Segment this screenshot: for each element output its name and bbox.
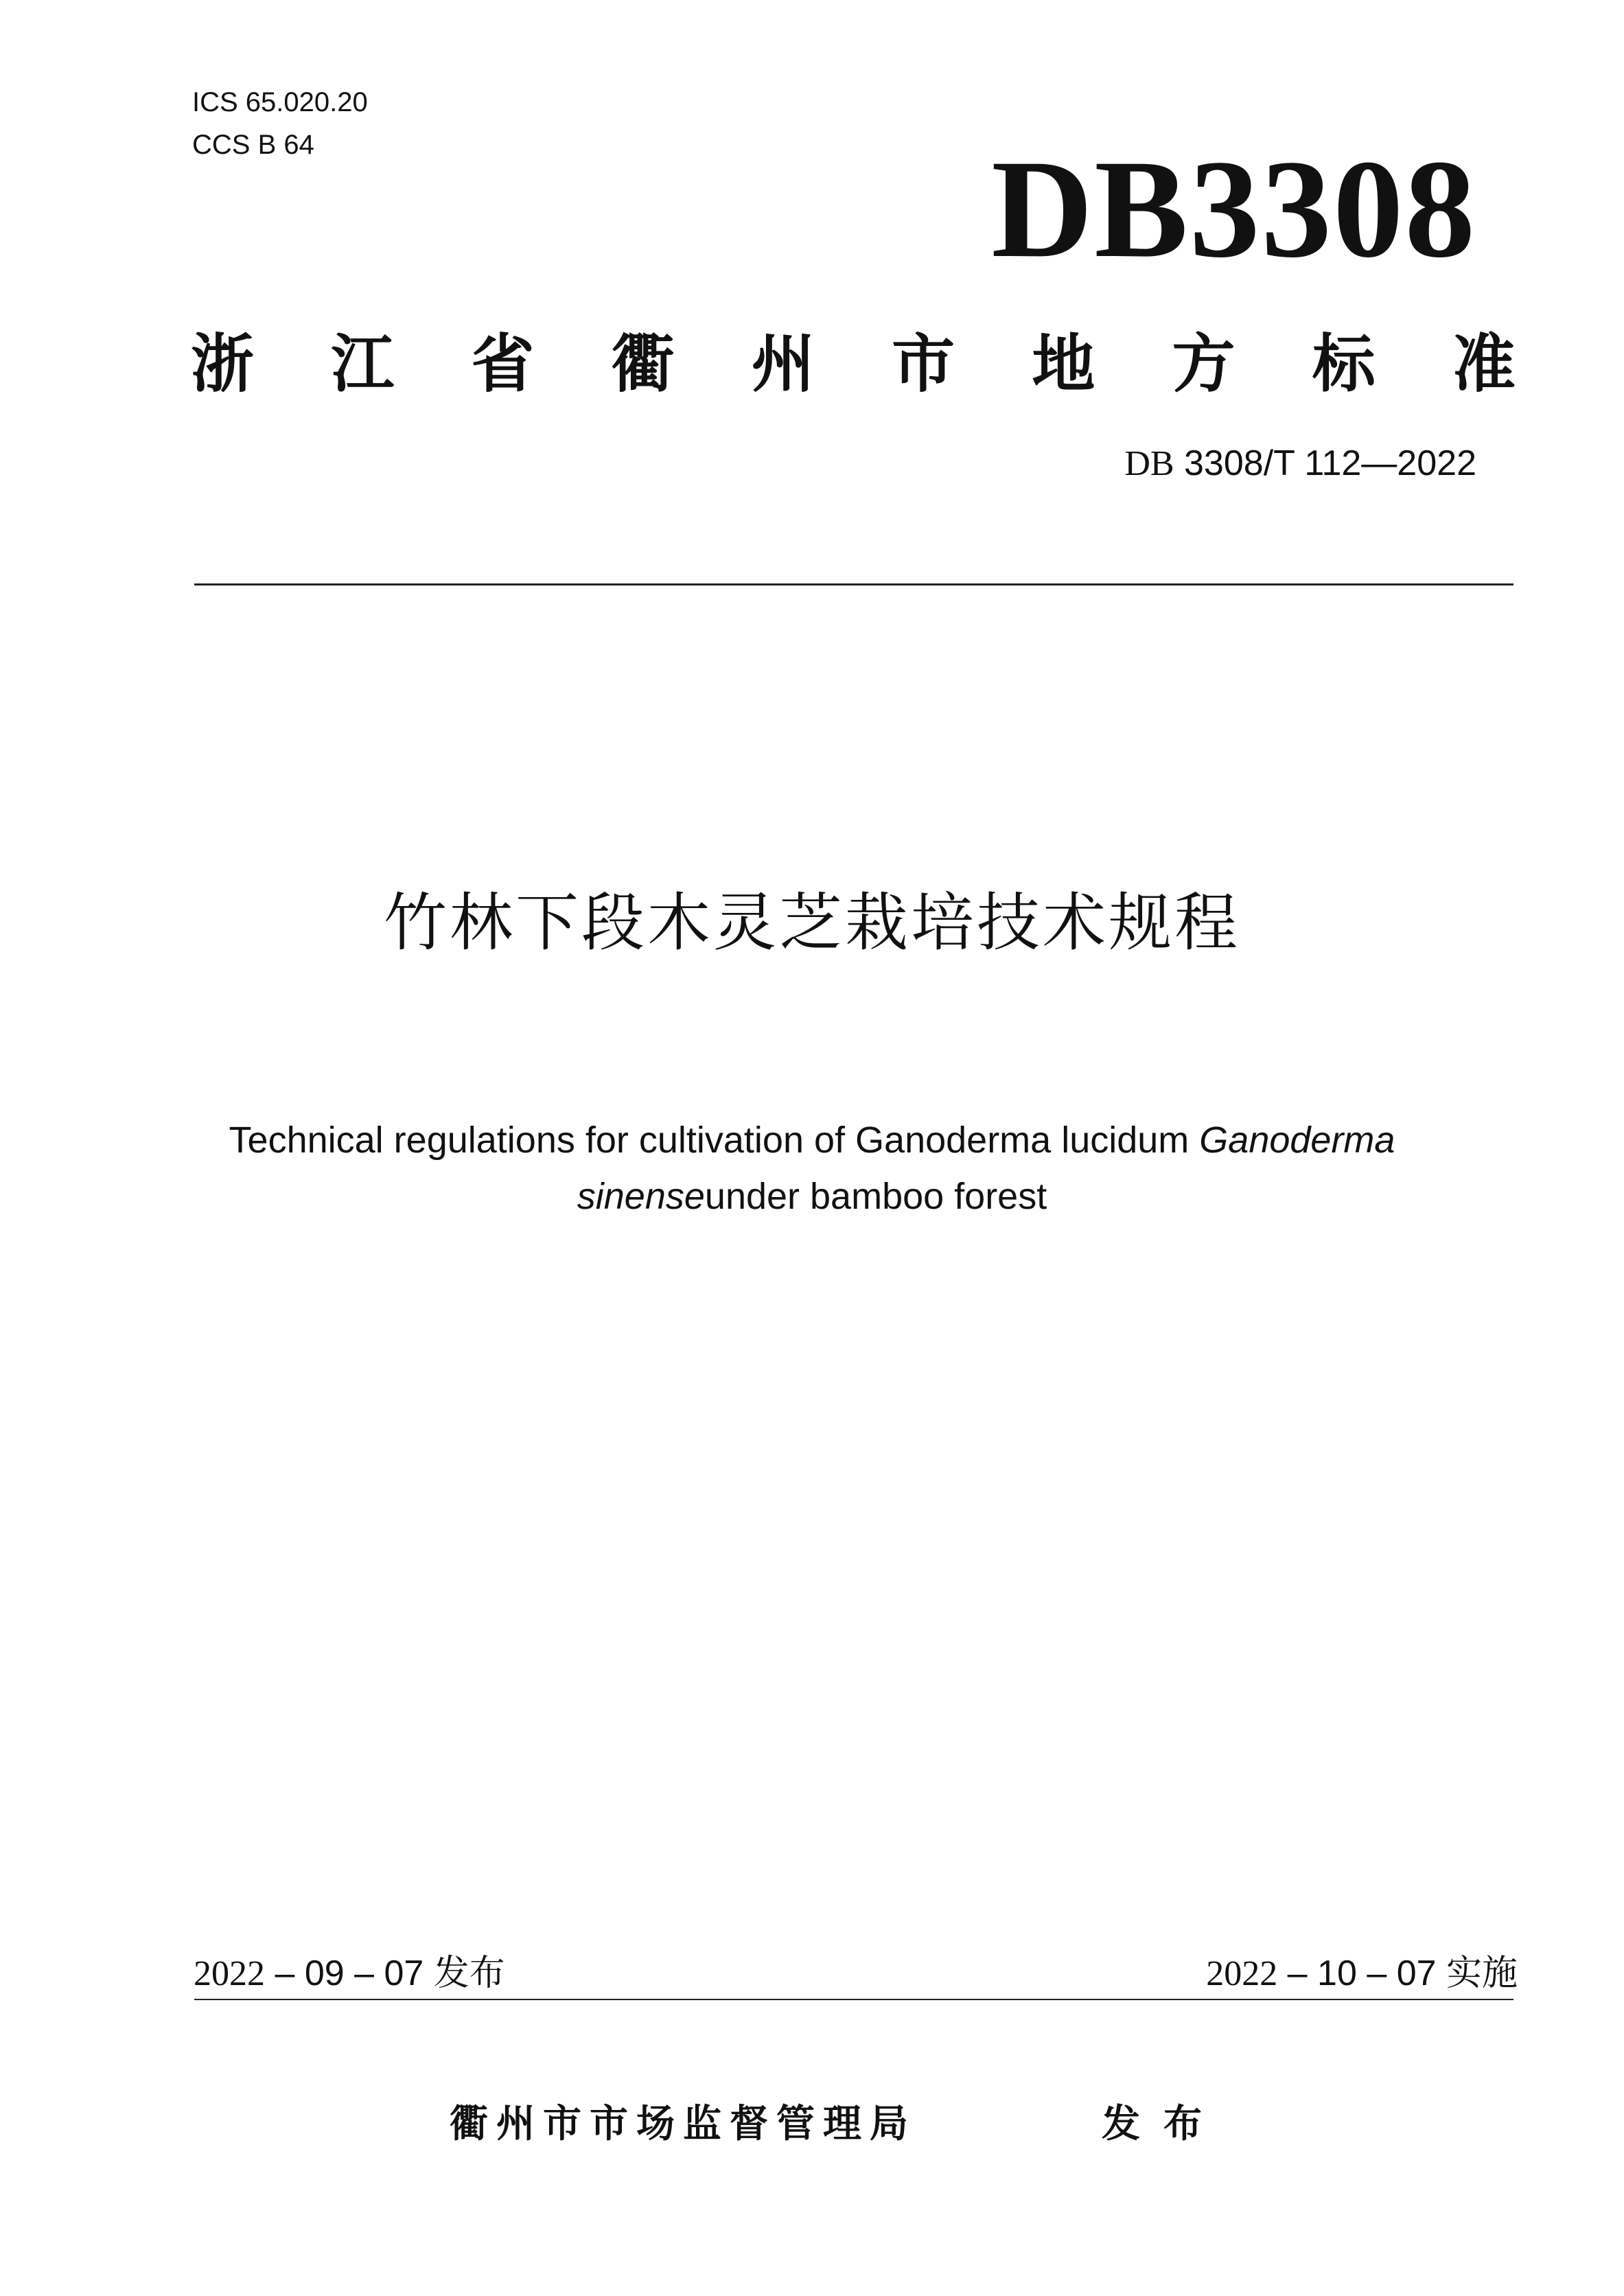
db-code: DB3308 [991, 131, 1476, 287]
standard-number-rest: 3308/T 112—2022 [1174, 443, 1476, 483]
standard-type-char: 省 [471, 327, 535, 401]
standard-number [1124, 439, 1476, 488]
standard-type-char: 准 [1452, 327, 1516, 401]
ccs-code: CCS B 64 [192, 130, 314, 160]
standard-type [191, 314, 1516, 404]
standard-type-char: 地 [1032, 327, 1095, 401]
implementation-date-rest: – 10 – 07 实施 [1277, 1953, 1518, 1993]
standard-number-prefix: DB [1124, 444, 1174, 483]
standard-type-char: 衢 [611, 327, 675, 401]
publish-label: 发布 [1102, 2102, 1225, 2146]
title-chinese: 竹林下段木灵芝栽培技术规程 [383, 886, 1240, 960]
standard-type-char: 标 [1312, 327, 1376, 401]
footer-divider [194, 1999, 1513, 2000]
ics-code: ICS 65.020.20 [192, 87, 368, 117]
standard-type-char: 州 [751, 327, 815, 401]
title-english-part2: under bamboo forest [704, 1176, 1047, 1217]
title-english-part1: Technical regulations for cultivation of Ganoderma lucidum [229, 1120, 1200, 1161]
issue-date [194, 1949, 505, 1998]
implementation-date [1206, 1949, 1518, 1998]
standard-type-char: 市 [892, 327, 955, 401]
standard-type-char: 浙 [191, 327, 255, 401]
header-divider [194, 583, 1513, 585]
issue-date-rest: – 09 – 07 发布 [265, 1953, 505, 1993]
title-english [160, 1112, 1464, 1225]
standard-type-char: 江 [331, 327, 395, 401]
title-english-italic1: Ganoderma [1199, 1120, 1395, 1161]
classification-codes [192, 81, 368, 166]
implementation-date-year: 2022 [1206, 1954, 1278, 1993]
issuing-authority: 衢州市市场监督管理局 [450, 2102, 916, 2146]
standard-type-char: 方 [1172, 327, 1236, 401]
issue-date-year: 2022 [194, 1954, 265, 1993]
title-english-italic2: sinense [577, 1176, 705, 1217]
